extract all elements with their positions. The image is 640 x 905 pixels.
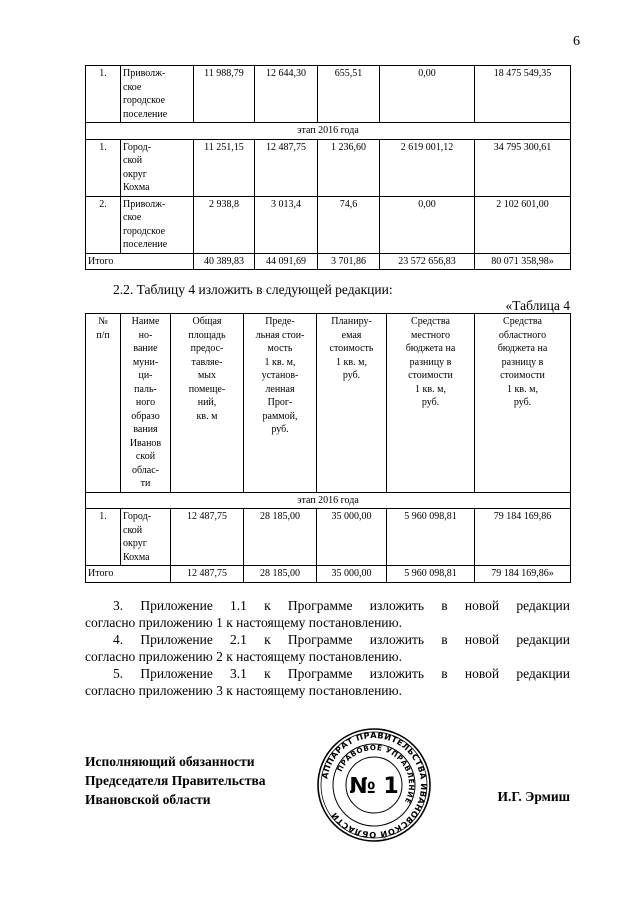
cell-limit-cost: 3 013,4 — [255, 196, 318, 253]
paragraph-3-line-2: согласно приложению 1 к настоящему постановлению. — [85, 615, 402, 630]
table-row — [86, 139, 571, 196]
total-label: Итого — [86, 253, 194, 270]
cell-limit-cost: 12 644,30 — [255, 66, 318, 123]
cell-local-budget: 5 960 098,81 — [387, 509, 475, 566]
total-limit-cost: 28 185,00 — [244, 566, 317, 583]
cell-area: 11 988,79 — [194, 66, 255, 123]
cell-num: 2. — [86, 196, 121, 253]
total-label: Итого — [86, 566, 171, 583]
cell-regional-budget: 18 475 549,35 — [475, 66, 571, 123]
table-total-row — [86, 566, 571, 583]
seal-ring-text: АППАРАТ ПРАВИТЕЛЬСТВА ИВАНОВСКОЙ ОБЛАСТИ — [319, 729, 430, 841]
cell-area: 12 487,75 — [171, 509, 244, 566]
paragraph-5-line-1: 5. Приложение 3.1 к Программе изложить в новой редакции — [113, 666, 570, 681]
paragraph-5-line-2: согласно приложению 3 к настоящему постановлению. — [85, 683, 402, 698]
signatory-title-line: Председателя Правительства — [85, 773, 266, 788]
cell-planned-cost: 35 000,00 — [317, 509, 387, 566]
stage-label: этап 2016 года — [86, 492, 571, 509]
table-3-continuation — [85, 65, 571, 270]
paragraph-4-line-2: согласно приложению 2 к настоящему постановлению. — [85, 649, 402, 664]
cell-planned-cost: 74,6 — [318, 196, 380, 253]
cell-regional-budget: 79 184 169,86 — [475, 509, 571, 566]
table-stage-row — [86, 123, 571, 140]
cell-planned-cost: 655,51 — [318, 66, 380, 123]
table-4-caption: «Таблица 4 — [505, 298, 570, 313]
cell-num: 1. — [86, 509, 121, 566]
official-seal-stamp — [316, 727, 432, 843]
cell-limit-cost: 28 185,00 — [244, 509, 317, 566]
total-regional-budget: 79 184 169,86» — [475, 566, 571, 583]
cell-municipality: Город- ской округ Кохма — [121, 139, 194, 196]
cell-local-budget: 0,00 — [380, 196, 475, 253]
table-row — [86, 66, 571, 123]
table-stage-row — [86, 492, 571, 509]
header-num: № п/п — [86, 314, 121, 493]
table-4 — [85, 313, 571, 583]
signatory-name: И.Г. Эрмиш — [497, 789, 570, 804]
total-planned-cost: 35 000,00 — [317, 566, 387, 583]
paragraph-3-line-1: 3. Приложение 1.1 к Программе изложить в новой редакции — [113, 598, 570, 613]
cell-area: 2 938,8 — [194, 196, 255, 253]
cell-num: 1. — [86, 139, 121, 196]
page-number: 6 — [573, 34, 580, 49]
total-area: 12 487,75 — [171, 566, 244, 583]
cell-limit-cost: 12 487,75 — [255, 139, 318, 196]
cell-area: 11 251,15 — [194, 139, 255, 196]
header-regional-budget: Средства областного бюджета на разницу в стоимости 1 кв. м, руб. — [475, 314, 571, 493]
cell-local-budget: 0,00 — [380, 66, 475, 123]
cell-municipality: Приволж- ское городское поселение — [121, 66, 194, 123]
table-header-row — [86, 314, 571, 493]
header-limit-cost: Преде- льная стои- мость 1 кв. м, установ- ленная Прог- раммой, руб. — [244, 314, 317, 493]
cell-regional-budget: 34 795 300,61 — [475, 139, 571, 196]
total-regional-budget: 80 071 358,98» — [475, 253, 571, 270]
header-local-budget: Средства местного бюджета на разницу в стоимости 1 кв. м, руб. — [387, 314, 475, 493]
table-row — [86, 196, 571, 253]
section-2-2: 2.2. Таблицу 4 изложить в следующей редакции: — [113, 282, 393, 297]
total-local-budget: 23 572 656,83 — [380, 253, 475, 270]
cell-planned-cost: 1 236,60 — [318, 139, 380, 196]
total-planned-cost: 3 701,86 — [318, 253, 380, 270]
cell-num: 1. — [86, 66, 121, 123]
seal-inner-text: ПРАВОВОЕ УПРАВЛЕНИЕ — [335, 742, 417, 806]
cell-municipality: Приволж- ское городское поселение — [121, 196, 194, 253]
signatory-title-line: Ивановской области — [85, 792, 211, 807]
total-limit-cost: 44 091,69 — [255, 253, 318, 270]
header-planned-cost: Планиру- емая стоимость 1 кв. м, руб. — [317, 314, 387, 493]
header-area: Общая площадь предос- тавляе- мых помеще- ний, кв. м — [171, 314, 244, 493]
paragraph-4-line-1: 4. Приложение 2.1 к Программе изложить в новой редакции — [113, 632, 570, 647]
signatory-title — [85, 752, 266, 809]
cell-municipality: Город- ской округ Кохма — [121, 509, 171, 566]
cell-regional-budget: 2 102 601,00 — [475, 196, 571, 253]
stage-label: этап 2016 года — [86, 123, 571, 140]
seal-number: № 1 — [349, 774, 399, 799]
total-local-budget: 5 960 098,81 — [387, 566, 475, 583]
signatory-title-line: Исполняющий обязанности — [85, 754, 255, 769]
table-row — [86, 509, 571, 566]
table-total-row — [86, 253, 571, 270]
cell-local-budget: 2 619 001,12 — [380, 139, 475, 196]
total-area: 40 389,83 — [194, 253, 255, 270]
header-municipality: Наиме но- вание муни- ци- паль- ного образо вания Иванов ской облас- ти — [121, 314, 171, 493]
